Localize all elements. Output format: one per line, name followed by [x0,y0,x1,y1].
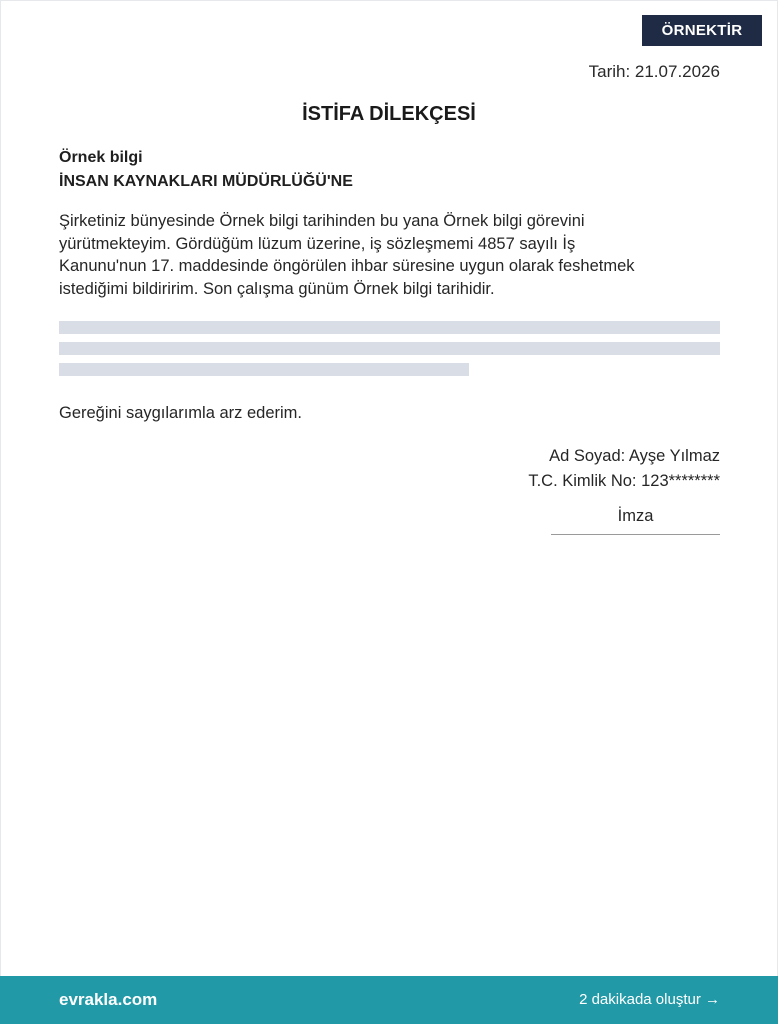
body-line-2: yürütmekteyim. Gördüğüm lüzum üzerine, iş sözleşmemi 4857 sayılı İş [59,234,576,253]
footer-cta-link[interactable]: 2 dakikada oluştur → [579,991,720,1008]
body-line-1: Şirketiniz bünyesinde Örnek bilgi tarihinden bu yana Örnek bilgi görevini [59,212,585,230]
signer-id: T.C. Kimlik No: 123******** [528,472,720,490]
body-line-4: istediğimi bildiririm. Son çalışma günüm Örnek bilgi tarihidir. [59,279,495,298]
sample-badge: ÖRNEKTİR [642,15,762,46]
signature-line [551,534,720,535]
signer-name: Ad Soyad: Ayşe Yılmaz [549,447,720,465]
recipient-line-1: Örnek bilgi [59,149,143,166]
signature-label: İmza [617,507,654,525]
document-title: İSTİFA DİLEKÇESİ [302,103,476,125]
body-paragraph [59,210,723,300]
document-date: Tarih: 21.07.2026 [588,62,720,81]
recipient-line-2: İNSAN KAYNAKLARI MÜDÜRLÜĞÜ'NE [59,173,353,190]
redacted-line-2 [59,342,720,355]
redacted-line-1 [59,321,720,334]
recipient-block [59,146,353,194]
footer-brand-link[interactable]: evrakla.com [59,990,158,1009]
footer-bar [0,976,778,1024]
body-line-3: Kanunu'nun 17. maddesinde öngörülen ihbar süresine uygun olarak feshetmek [59,257,635,275]
signature-block [528,444,720,494]
redacted-line-3 [59,363,469,376]
closing-sentence: Gereğini saygılarımla arz ederim. [59,404,303,422]
